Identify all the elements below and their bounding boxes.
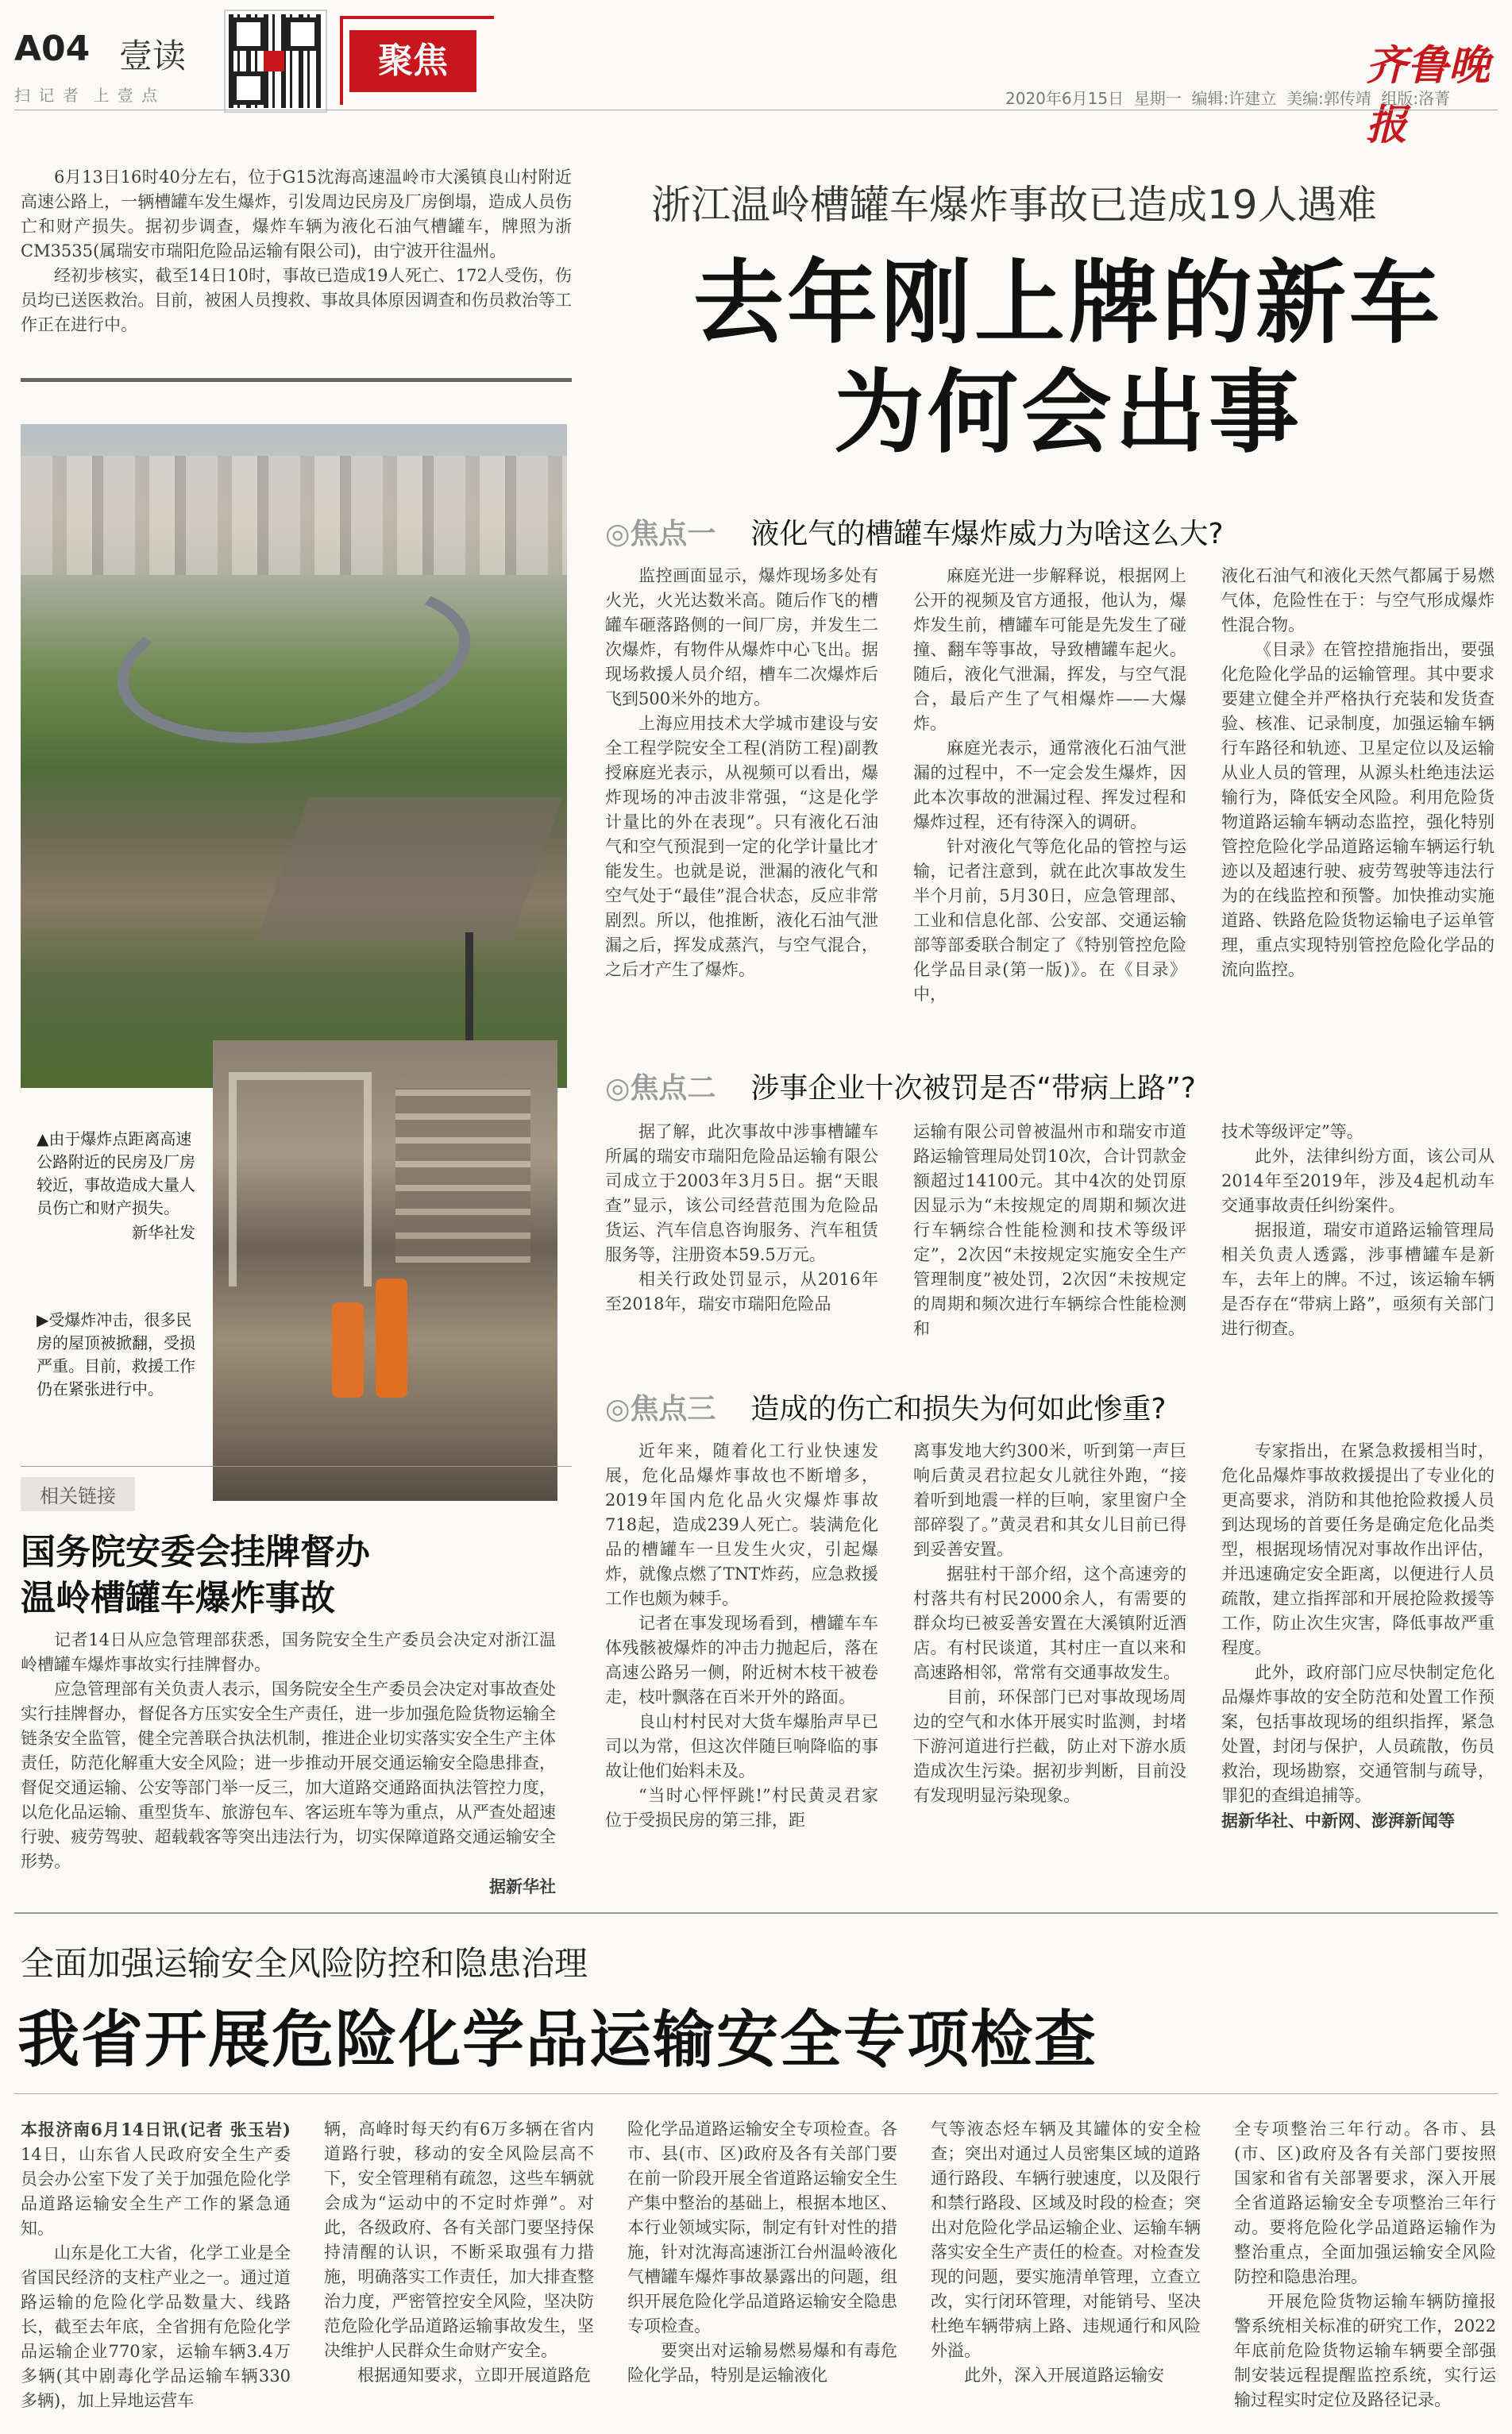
qr-code-icon xyxy=(226,11,326,111)
body-para: 上海应用技术大学城市建设与安全工程学院安全工程(消防工程)副教授麻庭光表示，从视频可以看出，爆炸现场的冲击波非常强，“这是化学计量比的外在表现”。只有液化石油气和空气预混到一定的化学计量比才能发生。也就是说，泄漏的液化气和空气处于“最佳”混合状态，反应非常剧烈。所以，他推断，液化石油气泄漏之后，挥发成蒸汽，与空气混合，之后才产生了爆炸。 xyxy=(605,714,878,979)
focus3-col2 xyxy=(913,1439,1186,1808)
body-para: “当时心怦怦跳!”村民黄灵君家位于受损民房的第三排，距 xyxy=(605,1786,878,1830)
body-para: 辆，高峰时每天约有6万多辆在省内道路行驶，移动的安全风险层高不下，安全管理稍有疏忽，这些车辆就会成为“运动中的不定时炸弹”。对此，各级政府、各有关部门要坚持保持清醒的认识，不断采取强有力措施，明确落实工作责任，加大排查整治力度，严密管控安全风险，坚决防范危险化学品道路运输事故发生，坚决维护人民群众生命财产安全。 xyxy=(324,2120,594,2360)
focus3-heading xyxy=(605,1387,1167,1427)
bottom-col3 xyxy=(627,2117,897,2388)
body-para: 针对液化气等危化品的管控与运输，记者注意到，就在此次事故发生半个月前，5月30日，应急管理部、工业和信息化部、公安部、交通运输部等部委联合制定了《特别管控危险化学品目录(第一版)》。在《目录》中， xyxy=(913,837,1186,1004)
sidebar-title-1: 国务院安委会挂牌督办 xyxy=(21,1532,370,1572)
body-para: 据了解，此次事故中涉事槽罐车所属的瑞安市瑞阳危险品运输有限公司成立于2003年3月5日。据“天眼查”显示，该公司经营范围为危险品货运、汽车信息咨询服务、汽车租赁服务等，注册资本59.5万元。 xyxy=(605,1122,878,1264)
body-text: 14日，山东省人民政府安全生产委员会办公室下发了关于加强危险化学品道路运输安全生产工作的紧急通知。 xyxy=(21,2145,291,2238)
body-para: 麻庭光进一步解释说，根据网上公开的视频及官方通报，他认为，爆炸发生前，槽罐车可能是先发生了碰撞、翻车等事故，导致槽罐车起火。随后，液化气泄漏，挥发，与空气混合，最后产生了气相爆炸——大爆炸。 xyxy=(913,566,1186,733)
body-para: 此外，深入开展道路运输安 xyxy=(964,2366,1164,2385)
body-para xyxy=(21,2117,291,2241)
caption-text: ▶受爆炸冲击，很多民房的屋顶被掀翻，受损严重。目前，救援工作仍在紧张进行中。 xyxy=(37,1310,195,1398)
body-para: 良山村村民对大货车爆胎声早已司以为常，但这次伴随巨响降临的事故让他们始料未及。 xyxy=(605,1712,878,1780)
focus1-col1 xyxy=(605,564,878,982)
body-para: 运输有限公司曾被温州市和瑞安市道路运输管理局处罚10次，合计罚款金额超过14100元。其中4次的处罚原因显示为“未按规定的周期和频次进行车辆综合性能检测和技术等级评定”，2次因“未按规定实施安全生产管理制度”被处罚，2次因“未按规定的周期和频次进行车辆综合性能检测和 xyxy=(913,1122,1186,1338)
aerial-photo xyxy=(21,424,567,1088)
masthead-logo: 齐鲁晚报 xyxy=(1366,41,1491,149)
sidebar-body xyxy=(21,1628,556,1899)
sidebar-rule xyxy=(21,1466,572,1467)
body-para: 全专项整治三年行动。各市、县(市、区)政府及各有关部门要按照国家和省有关部署要求，深入开展全省道路运输安全专项整治三年行动。要将危险化学品道路运输作为整治重点，全面加强运输安全风险防控和隐患治理。 xyxy=(1234,2120,1496,2286)
intro-para: 经初步核实，截至14日10时，事故已造成19人死亡、172人受伤，伤员均已送医救治。目前，被困人员搜救、事故具体原因调查和伤员救治等工作正在进行中。 xyxy=(21,266,572,334)
focus2-col2 xyxy=(913,1120,1186,1341)
focus-label: ◎焦点三 xyxy=(605,1393,716,1425)
main-headline-1: 去年刚上牌的新车 xyxy=(692,250,1443,356)
focus-tab: 聚焦 xyxy=(349,30,476,92)
body-para: 离事发地大约300米，听到第一声巨响后黄灵君拉起女儿就往外跑，“接着听到地震一样的巨响，家里窗户全部碎裂了。”黄灵君和其女儿目前已得到妥善安置。 xyxy=(913,1441,1186,1559)
body-para: 相关行政处罚显示，从2016年至2018年，瑞安市瑞阳危险品 xyxy=(605,1270,878,1313)
bottom-kicker: 全面加强运输安全风险防控和隐患治理 xyxy=(21,1944,588,1983)
reporter-line: 扫 记 者 上 壹 点 xyxy=(14,86,160,105)
focus3-col1 xyxy=(605,1439,878,1833)
body-para: 根据通知要求，立即开展道路危 xyxy=(357,2366,591,2385)
focus2-heading xyxy=(605,1066,1196,1106)
body-para: 《目录》在管控措施指出，要强化危险化学品的运输管理。其中要求要建立健全并严格执行充装和发货查验、核准、记录制度，加强运输车辆行车路径和轨迹、卫星定位以及运输从业人员的管理，从源头杜绝违法运输行为，降低安全风险。利用危险货物道路运输车辆动态监控，强化特别管控危险化学品道路运输车辆运行轨迹以及超速行驶、疲劳驾驶等违法行为的在线监控和预警。加快推动实施道路、铁路危险货物运输电子运单管理，重点实现特别管控危险化学品的流向监控。 xyxy=(1221,640,1495,979)
focus2-col3 xyxy=(1221,1120,1495,1341)
bottom-col4 xyxy=(931,2117,1201,2388)
body-para: 此外，法律纠纷方面，该公司从2014年至2019年，涉及4起机动车交通事故责任纠纷案件。 xyxy=(1221,1147,1495,1215)
page-number: A04 xyxy=(14,29,91,69)
body-para: 目前，环保部门已对事故现场周边的空气和水体开展实时监测，封堵下游河道进行拦截，防止对下游水质造成次生污染。据初步判断，目前没有发现明显污染现象。 xyxy=(913,1688,1186,1805)
bottom-headline: 我省开展危险化学品运输安全专项检查 xyxy=(17,2004,1098,2076)
section-rule xyxy=(14,1912,1498,1914)
focus1-col2 xyxy=(913,564,1186,1007)
body-para: 技术等级评定”等。 xyxy=(1221,1122,1364,1141)
focus-question: 造成的伤亡和损失为何如此惨重? xyxy=(750,1393,1167,1425)
body-para: 液化石油气和液化天然气都属于易燃气体，危险性在于：与空气形成爆炸性混合物。 xyxy=(1221,566,1495,635)
body-para: 监控画面显示，爆炸现场多处有火光，火光达数米高。随后作飞的槽罐车砸落路侧的一间厂房，并发生二次爆炸，有物件从爆炸中心飞出。据现场救援人员介绍，槽车二次爆炸后飞到500米外的地方。 xyxy=(605,566,878,708)
photo-caption-1 xyxy=(37,1128,195,1244)
photo-caption-2 xyxy=(37,1309,195,1401)
focus-question: 涉事企业十次被罚是否“带病上路”? xyxy=(750,1072,1196,1105)
body-para: 据报道，瑞安市道路运输管理局相关负责人透露，涉事槽罐车是新车，去年上的牌。不过，该运输车辆是否存在“带病上路”，亟须有关部门进行彻查。 xyxy=(1221,1221,1495,1338)
source-credit: 据新华社、中新网、澎湃新闻等 xyxy=(1221,1811,1455,1830)
body-para: 专家指出，在紧急救援相当时，危化品爆炸事故救援提出了专业化的更高要求，消防和其他抢险救援人员到达现场的首要任务是确定危化品类型，根据现场情况对事故作出评估，并迅速确定安全距离，以便进行人员疏散，建立指挥部和开展抢险救援等工作，防止次生灾害，降低事故严重程度。 xyxy=(1221,1441,1495,1657)
body-para: 应急管理部有关负责人表示，国务院安全生产委员会决定对事故查处实行挂牌督办，督促各方压实安全生产责任，进一步加强危险货物运输全链条安全监管，健全完善联合执法机制，推进企业切实落实安全生产主体责任，防范化解重大安全风险；进一步推动开展交通运输安全隐患排查，督促交通运输、公安等部门举一反三，加大道路交通路面执法管控力度，以危化品运输、重型货车、旅游包车、客运班车等为重点，从严查处超速行驶、疲劳驾驶、超载载客等突出违法行为，切实保障道路交通运输安全形势。 xyxy=(21,1680,556,1871)
body-para: 麻庭光表示，通常液化石油气泄漏的过程中，不一定会发生爆炸，因此本次事故的泄漏过程、挥发过程和爆炸过程，还有待深入的调研。 xyxy=(913,739,1186,831)
body-para: 近年来，随着化工行业快速发展，危化品爆炸事故也不断增多，2019年国内危化品火灾爆炸事故718起，造成239人死亡。装满危化品的槽罐车一旦发生火灾，引起爆炸，就像点燃了TNT炸药，应急救援工作也颇为棘手。 xyxy=(605,1441,878,1608)
body-para: 记者在事发现场看到，槽罐车车体残骸被爆炸的冲击力抛起后，落在高速公路另一侧，附近树木枝干被卷走，枝叶飘落在百米开外的路面。 xyxy=(605,1614,878,1707)
focus1-heading xyxy=(605,511,1224,552)
focus1-col3 xyxy=(1221,564,1495,982)
body-para: 据驻村干部介绍，这个高速旁的村落共有村民2000余人，有需要的群众均已被妥善安置在大溪镇附近酒店。有村民谈道，其村庄一直以来和高速路相邻，常常有交通事故发生。 xyxy=(913,1564,1186,1682)
caption-text: ▲由于爆炸点距离高速公路附近的民房及厂房较近，事故造成大量人员伤亡和财产损失。 xyxy=(37,1129,195,1217)
focus3-col3 xyxy=(1221,1439,1495,1833)
sidebar-title-2: 温岭槽罐车爆炸事故 xyxy=(21,1578,335,1618)
body-para: 此外，政府部门应尽快制定危化品爆炸事故的安全防范和处置工作预案，包括事故现场的组织指挥，紧急处置，封闭与保护，人员疏散，伤员救治，现场勘察，交通管制与疏导，罪犯的查缉追捕等。 xyxy=(1221,1663,1495,1805)
body-para: 险化学品道路运输安全专项检查。各市、县(市、区)政府及各有关部门要在前一阶段开展全省道路运输安全生产集中整治的基础上，根据本地区、本行业领域实际，制定有针对性的措施，针对沈海高速浙江台州温岭液化气槽罐车爆炸事故暴露出的问题，组织开展危险化学品道路运输安全隐患专项检查。 xyxy=(627,2120,897,2336)
bottom-col5 xyxy=(1234,2117,1496,2413)
intro-text xyxy=(21,165,572,338)
body-para: 气等液态烃车辆及其罐体的安全检查；突出对通过人员密集区域的道路通行路段、车辆行驶速度，以及限行和禁行路段、区域及时段的检查；突出对危险化学品运输企业、运输车辆落实安全生产责任的检查。对检查发现的问题，要实施清单管理，立查立改，实行闭环管理，对能销号、坚决杜绝车辆带病上路、违规通行和风险外溢。 xyxy=(931,2120,1201,2360)
focus-question: 液化气的槽罐车爆炸威力为啥这么大? xyxy=(750,518,1224,550)
source-credit: 据新华社 xyxy=(489,1877,556,1896)
bottom-col2 xyxy=(324,2117,594,2388)
focus2-col1 xyxy=(605,1120,878,1317)
intro-para: 6月13日16时40分左右，位于G15沈海高速温岭市大溪镇良山村附近高速公路上，一辆槽罐车发生爆炸，引发周边民房及厂房倒塌，造成人员伤亡和财产损失。据初步调查，爆炸车辆为液化石油气槽罐车，牌照为浙CM3535(属瑞安市瑞阳危险品运输有限公司)，由宁波开往温州。 xyxy=(21,168,572,260)
main-kicker: 浙江温岭槽罐车爆炸事故已造成19人遇难 xyxy=(651,182,1377,228)
body-para: 记者14日从应急管理部获悉，国务院安全生产委员会决定对浙江温岭槽罐车爆炸事故实行挂牌督办。 xyxy=(21,1630,556,1674)
damaged-building-photo xyxy=(213,1040,557,1501)
body-para: 要突出对运输易燃易爆和有毒危险化学品，特别是运输液化 xyxy=(627,2341,897,2385)
issue-info: 2020年6月15日 星期一 编辑:许建立 美编:郭传靖 组版:洛菁 xyxy=(1005,89,1451,108)
main-headline-2: 为何会出事 xyxy=(833,360,1302,465)
section-name: 壹读 xyxy=(119,37,187,75)
related-link-tag: 相关链接 xyxy=(21,1477,135,1511)
photo-credit: 新华社发 xyxy=(132,1223,195,1242)
dateline: 本报济南6月14日讯(记者 张玉岩) xyxy=(21,2120,291,2139)
bottom-headline-rule xyxy=(14,2093,1498,2094)
focus-label: ◎焦点一 xyxy=(605,518,716,550)
intro-rule xyxy=(21,378,572,382)
bottom-col1 xyxy=(21,2117,291,2413)
focus-label: ◎焦点二 xyxy=(605,1072,716,1105)
body-para: 开展危险货物运输车辆防撞报警系统相关标准的研究工作，2022年底前危险货物运输车辆要全部强制安装远程提醒监控系统，实行运输过程实时定位及路径记录。 xyxy=(1234,2292,1496,2409)
body-para: 山东是化工大省，化学工业是全省国民经济的支柱产业之一。通过道路运输的危险化学品数量大、线路长，截至去年底，全省拥有危险化学品运输企业770家，运输车辆3.4万多辆(其中剧毒化学品运输车辆330多辆)，加上异地运营车 xyxy=(21,2243,291,2410)
